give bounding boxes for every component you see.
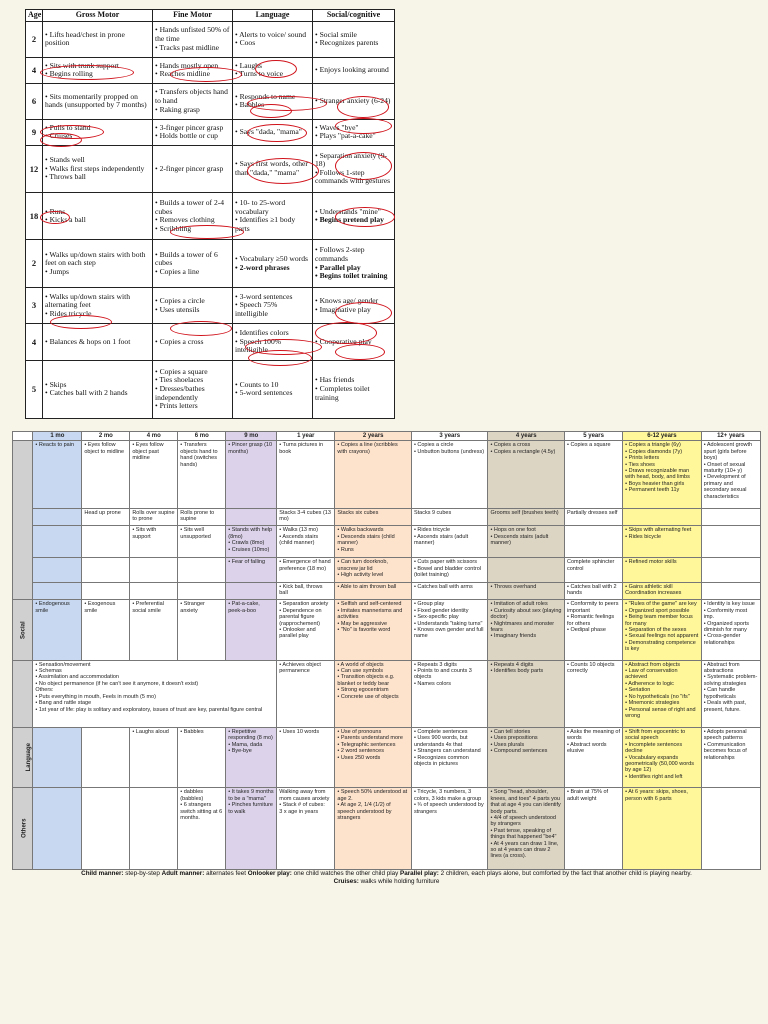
- section-label: [13, 600, 33, 660]
- social-cell: [313, 360, 395, 418]
- age-header: 6 mo: [178, 432, 226, 441]
- chart-cell: • Song "head, shoulder, knees, and toes" 4 parts you that at age 4 you can identify body parts. • 4/4 of speech understood by strangers • Past tense, speaking of things that happened "be4" • At 4 years can draw 1 line, so at 4 years can draw 2 lines (a cross).: [488, 788, 565, 870]
- chart-cell: • Hops on one foot • Descends stairs (adult manner): [488, 526, 565, 558]
- chart-cell: • Adolescent growth spurt (girls before boys) • Onset of sexual maturity (10+ y) • Development of primary and secondary sexual characteristics: [701, 441, 760, 508]
- chart-cell: • Speech 50% understood at age 2. • At age 2, 1/4 (1/2) of speech understood by strangers: [335, 788, 412, 870]
- chart-cell: • Repetitive responding (8 mo) • Mama, dada • Bye-bye: [226, 728, 277, 788]
- chart-cell: • Walks (13 mo) • Ascends stairs (child manner): [277, 526, 335, 558]
- chart-cell: • Brain at 75% of adult weight: [565, 788, 623, 870]
- age-header: 4 mo: [130, 432, 178, 441]
- fine-cell: [153, 58, 233, 84]
- gross-cell: [43, 120, 153, 146]
- social-cell: [313, 145, 395, 192]
- chart-cell: [701, 788, 760, 870]
- social-cell: [313, 21, 395, 57]
- chart-cell: [701, 582, 760, 600]
- chart-cell: • Endogenous smile: [33, 600, 82, 660]
- milestone-item: • Cruises: [45, 132, 150, 141]
- section-label: [13, 660, 33, 727]
- milestone-item: • 10- to 25-word vocabulary: [235, 199, 310, 216]
- milestone-item: • Knows age/ gender: [315, 297, 392, 306]
- chart-cell: Stacks 3-4 cubes (13 mo): [277, 508, 335, 526]
- chart-cell: • Complete sentences • Uses 900 words, but understands 4x that • Strangers can understand • Recognizes common objects in pictures: [411, 728, 488, 788]
- chart-cell: • At 6 years: skips, shoes, person with 6 parts: [623, 788, 702, 870]
- chart-cell: • Use of pronouns • Parents understand more • Telegraphic sentences • 2 word sentences • Uses 250 words: [335, 728, 412, 788]
- chart-cell: • Uses 10 words: [277, 728, 335, 788]
- milestone-row: [26, 193, 395, 240]
- milestone-item: • Completes toilet training: [315, 385, 392, 402]
- milestone-item: • Reaches midline: [155, 70, 230, 79]
- milestone-item: • Waves "bye": [315, 124, 392, 133]
- age-header: 9 mo: [226, 432, 277, 441]
- milestone-item: • Hands unfisted 50% of the time: [155, 26, 230, 43]
- chart-row: [13, 526, 761, 558]
- milestone-item: • Walks first steps independently: [45, 165, 150, 174]
- legend-definition: 2 children, each plays alone, but comforted by the fact that another child is playing nearby.: [438, 870, 692, 877]
- gross-cell: [43, 360, 153, 418]
- milestone-item: • Throws ball: [45, 173, 150, 182]
- chart-cell: [33, 558, 82, 583]
- milestone-item: • Rides tricycle: [45, 310, 150, 319]
- milestone-item: • 3-finger pincer grasp: [155, 124, 230, 133]
- social-cell: [313, 58, 395, 84]
- chart-cell: [33, 526, 82, 558]
- lang-cell: [233, 58, 313, 84]
- milestones-table-header: [26, 10, 395, 22]
- chart-cell: • Group play • Fixed gender identity • Sex-specific play • Understands "taking turns" • Knows own gender and full name: [411, 600, 488, 660]
- header-cell: Language: [233, 10, 313, 22]
- section-label: [13, 728, 33, 788]
- chart-cell: Grooms self (brushes teeth): [488, 508, 565, 526]
- fine-cell: [153, 83, 233, 119]
- header-cell: Fine Motor: [153, 10, 233, 22]
- chart-cell: [82, 558, 130, 583]
- milestone-item: • Identifies ≥1 body parts: [235, 216, 310, 233]
- age-header: 6-12 years: [623, 432, 702, 441]
- social-cell: [313, 324, 395, 360]
- chart-cell: Stacks 9 cubes: [411, 508, 488, 526]
- section-label-text: Language: [25, 743, 32, 772]
- milestone-item: • Has friends: [315, 376, 392, 385]
- age-cell: 18: [26, 193, 43, 240]
- milestone-item: • Begins toilet training: [315, 272, 392, 281]
- chart-cell: • Identity is key issue • Conformity most imp. • Organized sports diminish for many • Cross-gender relationships: [701, 600, 760, 660]
- social-cell: [313, 83, 395, 119]
- development-chart-header: [13, 432, 761, 441]
- fine-cell: [153, 193, 233, 240]
- chart-cell: [178, 558, 226, 583]
- milestones-table: [25, 9, 395, 419]
- chart-cell: Head up prone: [82, 508, 130, 526]
- chart-cell: • Eyes follow object to midline: [82, 441, 130, 508]
- age-cell: 6: [26, 83, 43, 119]
- legend-term: Adult manner:: [161, 870, 205, 877]
- milestone-item: • Speech 75% intelligible: [235, 301, 310, 318]
- chart-cell: [82, 526, 130, 558]
- age-cell: 4: [26, 324, 43, 360]
- milestone-item: • Tracks past midline: [155, 44, 230, 53]
- lang-cell: [233, 324, 313, 360]
- lang-cell: [233, 287, 313, 323]
- chart-cell: Stacks six cubes: [335, 508, 412, 526]
- age-header: 4 years: [488, 432, 565, 441]
- milestone-item: • Skips: [45, 381, 150, 390]
- lang-cell: [233, 145, 313, 192]
- milestone-item: • 2-word phrases: [235, 264, 310, 273]
- milestone-item: • Alerts to voice/ sound: [235, 31, 310, 40]
- milestone-row: [26, 21, 395, 57]
- milestone-item: • Babbles: [235, 101, 310, 110]
- lang-cell: [233, 193, 313, 240]
- fine-cell: [153, 21, 233, 57]
- milestone-item: • Copies a line: [155, 268, 230, 277]
- legend-term: Child manner:: [81, 870, 124, 877]
- legend-definition: alternates feet: [204, 870, 248, 877]
- milestone-item: • Pulls to stand: [45, 124, 150, 133]
- social-cell: [313, 287, 395, 323]
- gross-cell: [43, 324, 153, 360]
- milestone-item: • Social smile: [315, 31, 392, 40]
- chart-cell: • Reacts to pain: [33, 441, 82, 508]
- chart-cell: • Copies a circle • Unbutton buttons (undress): [411, 441, 488, 508]
- chart-cell: • Copies a square: [565, 441, 623, 508]
- age-cell: 4: [26, 58, 43, 84]
- chart-cell: • Eyes follow object past midline: [130, 441, 178, 508]
- gross-cell: [43, 58, 153, 84]
- chart-cell: Walking away from mom causes anxiety • Stack # of cubes: 3 x age in years: [277, 788, 335, 870]
- milestone-row: [26, 120, 395, 146]
- fine-cell: [153, 360, 233, 418]
- chart-cell: [178, 582, 226, 600]
- milestone-item: • Vocabulary ≥50 words: [235, 255, 310, 264]
- chart-cell: • dabbles (babbles) • 6 strangers switch sitting at 6 months.: [178, 788, 226, 870]
- fine-cell: [153, 145, 233, 192]
- chart-cell: • It takes 9 months to be a "mama" • Pinches furniture to walk: [226, 788, 277, 870]
- chart-cell: [488, 558, 565, 583]
- milestone-item: • Recognizes parents: [315, 39, 392, 48]
- chart-cell: [130, 558, 178, 583]
- milestone-item: • Balances & hops on 1 foot: [45, 338, 150, 347]
- section-label-text: Others: [21, 818, 28, 839]
- definitions-legend: [12, 870, 761, 886]
- chart-cell: • A world of objects • Can use symbols • Transition objects e.g. blanket or teddy bear • Strong egocentrism • Concrete use of objects: [335, 660, 412, 727]
- milestone-item: • Catches ball with 2 hands: [45, 389, 150, 398]
- milestone-item: • Dresses/bathes independently: [155, 385, 230, 402]
- chart-cell: • Laughs aloud: [130, 728, 178, 788]
- chart-cell: • Shift from egocentric to social speech • Incomplete sentences decline • Vocabulary expands geometrically (50,000 words by age 12) • Identifies right and left: [623, 728, 702, 788]
- age-header: 3 years: [411, 432, 488, 441]
- milestone-item: • Says "dada, "mama": [235, 128, 310, 137]
- milestone-item: • Transfers objects hand to hand: [155, 88, 230, 105]
- milestone-item: • Plays "pat-a-cake": [315, 132, 392, 141]
- chart-cell: Partially dresses self: [565, 508, 623, 526]
- gross-cell: [43, 287, 153, 323]
- milestone-row: [26, 58, 395, 84]
- chart-cell: • Pincer grasp (10 months): [226, 441, 277, 508]
- milestone-item: • Runs: [45, 208, 150, 217]
- milestone-row: [26, 145, 395, 192]
- chart-cell: • "Rules of the game" are key • Organized sport possible • Being team member focus for many • Separation of the sexes • Sexual feelings not apparent • Demonstrating competence is key: [623, 600, 702, 660]
- milestone-item: • Counts to 10: [235, 381, 310, 390]
- chart-cell: Rolls prone to supine: [178, 508, 226, 526]
- chart-cell: • Sits well unsupported: [178, 526, 226, 558]
- chart-cell: • Throws overhand: [488, 582, 565, 600]
- chart-cell: • Abstract from abstractions • Systematic problem-solving strategies • Can handle hypotheticals • Deals with past, present, future.: [701, 660, 760, 727]
- chart-cell: [130, 582, 178, 600]
- chart-cell: [82, 788, 130, 870]
- chart-row: [13, 660, 761, 727]
- milestone-row: [26, 287, 395, 323]
- chart-cell: [565, 526, 623, 558]
- milestone-item: • Jumps: [45, 268, 150, 277]
- age-cell: 2: [26, 240, 43, 287]
- chart-row: [13, 558, 761, 583]
- milestone-item: • Coos: [235, 39, 310, 48]
- chart-cell: • Exogenous smile: [82, 600, 130, 660]
- milestone-item: • 3-word sentences: [235, 293, 310, 302]
- milestone-item: • Raking grasp: [155, 106, 230, 115]
- milestone-item: • Hands mostly open: [155, 62, 230, 71]
- chart-row: [13, 441, 761, 508]
- legend-definition: step-by-step: [123, 870, 162, 877]
- social-cell: [313, 120, 395, 146]
- chart-cell: • Skips with alternating feet • Rides bicycle: [623, 526, 702, 558]
- chart-cell: • Counts 10 objects correctly: [565, 660, 623, 727]
- chart-cell: • Separation anxiety • Dependence on parental figure (rapprochement) • Onlooker and parallel play: [277, 600, 335, 660]
- chart-cell: • Kick ball, throws ball: [277, 582, 335, 600]
- milestone-item: • Stands well: [45, 156, 150, 165]
- lang-cell: [233, 83, 313, 119]
- chart-cell: [130, 788, 178, 870]
- milestone-item: • Builds a tower of 2-4 cubes: [155, 199, 230, 216]
- chart-cell: • Asks the meaning of words • Abstract words elusive: [565, 728, 623, 788]
- age-header: 12+ years: [701, 432, 760, 441]
- milestone-row: [26, 324, 395, 360]
- milestone-row: [26, 240, 395, 287]
- age-cell: 5: [26, 360, 43, 418]
- age-cell: 9: [26, 120, 43, 146]
- chart-cell: [701, 526, 760, 558]
- milestone-item: • Follows 2-step commands: [315, 246, 392, 263]
- gross-cell: [43, 145, 153, 192]
- age-header: 1 mo: [33, 432, 82, 441]
- milestone-item: • 2-finger pincer grasp: [155, 165, 230, 174]
- chart-cell: [82, 728, 130, 788]
- corner-cell: [13, 432, 33, 441]
- chart-cell: [623, 508, 702, 526]
- chart-cell: • Able to aim thrown ball: [335, 582, 412, 600]
- milestone-item: • Copies a square: [155, 368, 230, 377]
- milestone-item: • Says first words, other than "dada," "mama": [235, 160, 310, 177]
- legend-term: Onlooker play:: [247, 870, 292, 877]
- chart-cell: Rolls over supine to prone: [130, 508, 178, 526]
- age-cell: 2: [26, 21, 43, 57]
- lang-cell: [233, 120, 313, 146]
- milestone-item: • Cooperative play: [315, 338, 392, 347]
- chart-cell: • Preferential social smile: [130, 600, 178, 660]
- chart-cell: • Rides tricycle • Ascends stairs (adult manner): [411, 526, 488, 558]
- chart-row: [13, 788, 761, 870]
- gross-cell: [43, 193, 153, 240]
- legend-line-1: [12, 870, 761, 878]
- age-header: 2 mo: [82, 432, 130, 441]
- chart-cell: Complete sphincter control: [565, 558, 623, 583]
- legend-definition: one child watches the other child play: [291, 870, 401, 877]
- milestone-item: • Sits with trunk support: [45, 62, 150, 71]
- chart-cell: • Achieves object permanence: [277, 660, 335, 727]
- milestone-row: [26, 83, 395, 119]
- gross-cell: [43, 240, 153, 287]
- milestone-item: • Scribbling: [155, 225, 230, 234]
- chart-cell: • Pat-a-cake, peek-a-boo: [226, 600, 277, 660]
- chart-cell: • Imitation of adult roles • Curiosity about sex (playing doctor) • Nightmares and monster fears • Imaginary friends: [488, 600, 565, 660]
- social-cell: [313, 193, 395, 240]
- chart-row: [13, 600, 761, 660]
- chart-cell: [33, 508, 82, 526]
- gross-cell: [43, 83, 153, 119]
- milestone-item: • Follows 1-step commands with gestures: [315, 169, 392, 186]
- fine-cell: [153, 120, 233, 146]
- milestone-item: • Understands "mine": [315, 208, 392, 217]
- chart-cell: • Transfers objects hand to hand (switches hands): [178, 441, 226, 508]
- milestone-item: • Begins rolling: [45, 70, 150, 79]
- legend-definition: walks while holding furniture: [358, 878, 440, 885]
- chart-cell: • Stands with help (8mo) • Crawls (8mo) • Cruises (10mo): [226, 526, 277, 558]
- chart-cell: • Repeats 3 digits • Points to and counts 3 objects • Names colors: [411, 660, 488, 727]
- milestone-item: • Prints letters: [155, 402, 230, 411]
- chart-cell: [226, 508, 277, 526]
- milestone-item: • Holds bottle or cup: [155, 132, 230, 141]
- age-header: 2 years: [335, 432, 412, 441]
- gross-cell: [43, 21, 153, 57]
- chart-row: [13, 728, 761, 788]
- chart-cell: • Sensation/movement • Schemas • Assimilation and accommodation • No object permanence (if he can't see it anymore, it doesn't exist) Others: • Puts everything in mouth, Feels in mouth (5 mo) • Bang and rattle stage • 1st year of life: play is solitary and exploratory, issues of trust are key, parental figure central: [33, 660, 277, 727]
- milestone-item: • Imaginative play: [315, 306, 392, 315]
- lang-cell: [233, 360, 313, 418]
- milestone-item: • Enjoys looking around: [315, 66, 392, 75]
- chart-cell: • Babbles: [178, 728, 226, 788]
- chart-cell: [701, 558, 760, 583]
- milestone-item: • Begins pretend play: [315, 216, 392, 225]
- milestone-item: • Ties shoelaces: [155, 376, 230, 385]
- age-cell: 3: [26, 287, 43, 323]
- development-chart-table: [12, 431, 761, 870]
- milestone-item: • Kicks a ball: [45, 216, 150, 225]
- milestone-item: • Separation anxiety (9-18): [315, 152, 392, 169]
- chart-cell: • Turns pictures in book: [277, 441, 335, 508]
- milestone-item: • Parallel play: [315, 264, 392, 273]
- milestone-item: • Lifts head/chest in prone position: [45, 31, 150, 48]
- milestone-item: • Builds a tower of 6 cubes: [155, 251, 230, 268]
- chart-cell: • Can tell stories • Uses prepositions • Uses plurals • Compound sentences: [488, 728, 565, 788]
- fine-cell: [153, 287, 233, 323]
- chart-cell: [33, 582, 82, 600]
- header-cell: Age: [26, 10, 43, 22]
- chart-cell: • Emergence of hand preference (18 mo): [277, 558, 335, 583]
- milestone-item: • Responds to name: [235, 93, 310, 102]
- chart-cell: • Cuts paper with scissors • Bowel and bladder control (toilet training): [411, 558, 488, 583]
- milestone-item: • Laughs: [235, 62, 310, 71]
- fine-cell: [153, 324, 233, 360]
- milestone-item: • Turns to voice: [235, 70, 310, 79]
- lang-cell: [233, 240, 313, 287]
- chart-cell: • Copies a triangle (6y) • Copies diamonds (7y) • Prints letters • Ties shoes • Draws recognizable man with head, body, and limbs • Boys heavier than girls • Permanent teeth 11y: [623, 441, 702, 508]
- milestone-item: • Identifies colors: [235, 329, 310, 338]
- chart-cell: • Repeats 4 digits • Identifies body parts: [488, 660, 565, 727]
- header-cell: Social/cognitive: [313, 10, 395, 22]
- chart-cell: [33, 728, 82, 788]
- chart-cell: • Abstract from objects • Law of conservation achieved • Adherence to logic • Seriation • No hypotheticals (no "ifs" • Mnemonic strategies • Personal sense of right and wrong: [623, 660, 702, 727]
- chart-cell: • Sits with support: [130, 526, 178, 558]
- milestone-item: • 5-word sentences: [235, 389, 310, 398]
- chart-cell: • Copies a cross • Copies a rectangle (4.5y): [488, 441, 565, 508]
- milestone-item: • Removes clothing: [155, 216, 230, 225]
- header-cell: Gross Motor: [43, 10, 153, 22]
- chart-cell: • Can turn doorknob, unscrew jar lid • High activity level: [335, 558, 412, 583]
- milestone-item: • Sits momentarily propped on hands (unsupported by 7 months): [45, 93, 150, 110]
- section-label: [13, 788, 33, 870]
- chart-cell: • Refined motor skills: [623, 558, 702, 583]
- chart-cell: [226, 582, 277, 600]
- chart-cell: • Tricycle, 3 numbers, 3 colors, 3 kids make a group • ¾ of speech understood by strangers: [411, 788, 488, 870]
- legend-line-2: [12, 878, 761, 886]
- legend-term: Parallel play:: [400, 870, 439, 877]
- section-label: [13, 441, 33, 600]
- chart-cell: • Gains athletic skill Coordination increases: [623, 582, 702, 600]
- chart-cell: • Conformity to peers important • Romantic feelings for others • Oedipal phase: [565, 600, 623, 660]
- chart-cell: [33, 788, 82, 870]
- chart-cell: • Selfish and self-centered • Imitates mannerisms and activities • May be aggressive • "No" is favorite word: [335, 600, 412, 660]
- milestone-item: • Copies a cross: [155, 338, 230, 347]
- chart-cell: • Walks backwards • Descends stairs (child manner) • Runs: [335, 526, 412, 558]
- chart-cell: • Stranger anxiety: [178, 600, 226, 660]
- milestone-item: • Speech 100% intelligible: [235, 338, 310, 355]
- social-cell: [313, 240, 395, 287]
- chart-cell: • Adopts personal speech patterns • Communication becomes focus of relationships: [701, 728, 760, 788]
- milestone-item: • Uses utensils: [155, 306, 230, 315]
- fine-cell: [153, 240, 233, 287]
- milestone-row: [26, 360, 395, 418]
- chart-cell: • Copies a line (scribbles with crayons): [335, 441, 412, 508]
- lang-cell: [233, 21, 313, 57]
- chart-row: [13, 508, 761, 526]
- section-label-text: Social: [20, 621, 27, 639]
- chart-cell: [82, 582, 130, 600]
- chart-cell: • Catches ball with arms: [411, 582, 488, 600]
- age-header: 1 year: [277, 432, 335, 441]
- chart-cell: • Catches ball with 2 hands: [565, 582, 623, 600]
- milestone-item: • Walks up/down stairs with alternating feet: [45, 293, 150, 310]
- chart-cell: [701, 508, 760, 526]
- chart-row: [13, 582, 761, 600]
- chart-cell: • Fear of falling: [226, 558, 277, 583]
- milestone-item: • Walks up/down stairs with both feet on each step: [45, 251, 150, 268]
- age-cell: 12: [26, 145, 43, 192]
- milestone-item: • Copies a circle: [155, 297, 230, 306]
- age-header: 5 years: [565, 432, 623, 441]
- milestone-item: • Stranger anxiety (6-24): [315, 97, 392, 106]
- legend-term: Cruises:: [333, 878, 359, 885]
